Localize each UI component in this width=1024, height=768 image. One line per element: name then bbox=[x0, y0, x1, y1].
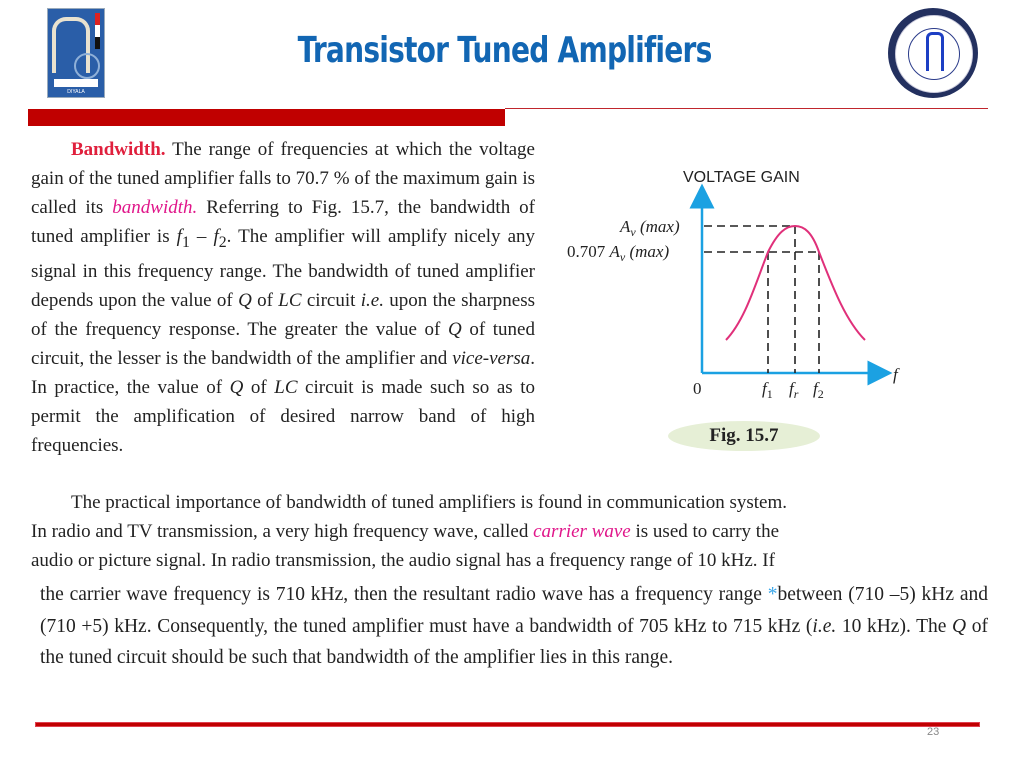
symbol-f2: f bbox=[213, 226, 219, 247]
text: audio or picture signal. In radio transmission, the audio signal has a frequency range of 10 kHz. If bbox=[31, 550, 775, 571]
university-logo bbox=[47, 8, 105, 98]
text: the carrier wave frequency is 710 kHz, then the resultant radio wave has a frequency range bbox=[40, 584, 768, 605]
carrier-wave-term: carrier wave bbox=[533, 521, 631, 542]
carrier-example-paragraph bbox=[40, 579, 988, 674]
bandwidth-paragraph bbox=[31, 135, 535, 460]
text: is used to carry the bbox=[630, 521, 780, 542]
frequency-response-chart bbox=[560, 150, 910, 420]
page-number: 23 bbox=[927, 726, 940, 738]
logo-left-text: UNIVERSITY OF DIYALA bbox=[56, 83, 96, 95]
footer-divider bbox=[36, 723, 979, 726]
label-0707-av-max: 0.707 $A_v$ (max) bbox=[567, 242, 670, 264]
seal-icon bbox=[74, 53, 100, 79]
origin-label: 0 bbox=[693, 379, 702, 398]
text: circuit bbox=[301, 289, 361, 311]
symbol-f1: f bbox=[176, 226, 182, 247]
header-red-bar bbox=[28, 109, 505, 126]
asterisk-marker: * bbox=[767, 584, 778, 605]
text: of bbox=[243, 376, 275, 398]
tick-fr: $f_r$ bbox=[789, 379, 799, 401]
subscript: 2 bbox=[218, 233, 227, 251]
symbol-lc: LC bbox=[278, 289, 302, 311]
vice-versa: vice-versa bbox=[452, 347, 531, 369]
text: of the tuned circuit should be such that bandwidth of the amplifier lies in this range. bbox=[40, 615, 988, 668]
symbol-q: Q bbox=[952, 615, 967, 637]
subscript: 1 bbox=[181, 233, 190, 251]
bandwidth-term: bandwidth. bbox=[112, 197, 198, 218]
abbr-ie: i.e. bbox=[360, 289, 384, 311]
text: The practical importance of bandwidth of tuned amplifiers is found in communication system. bbox=[71, 492, 788, 513]
flag-icon bbox=[95, 13, 100, 49]
practical-importance-paragraph bbox=[31, 488, 931, 575]
header-divider bbox=[505, 108, 988, 109]
text: circuit is made such so as to permit the amplification of desired narrow band of high frequencies. bbox=[31, 376, 535, 456]
symbol-q: Q bbox=[238, 289, 252, 311]
text: upon the sharpness of the frequency response. The greater the value of bbox=[31, 289, 536, 340]
para2-line3 bbox=[31, 546, 931, 575]
bandwidth-heading: Bandwidth. bbox=[71, 139, 166, 160]
text: The range of frequencies at which the voltage gain of the tuned amplifier falls to 70.7 % of the maximum gain is called its bbox=[31, 139, 535, 218]
tick-f2: $f_2$ bbox=[813, 379, 824, 401]
abbr-ie: i.e. bbox=[812, 615, 837, 637]
text: . The amplifier will amplify nicely any signal in this frequency range. The bandwidth of tuned amplifier depends upon the value of bbox=[31, 226, 536, 311]
slide-title: Transistor Tuned Amplifiers bbox=[297, 30, 712, 71]
figure-caption: Fig. 15.7 bbox=[668, 421, 820, 451]
text: of bbox=[251, 289, 279, 311]
text: between (710 –5) kHz and (710 +5) kHz. Consequently, the tuned amplifier must have a bandwidth of 705 kHz to 715 kHz ( bbox=[40, 584, 988, 637]
text: Referring to Fig. 15.7, the bandwidth of tuned amplifier is bbox=[31, 197, 535, 247]
symbol-q: Q bbox=[229, 376, 244, 398]
text: – bbox=[189, 226, 214, 247]
tick-f1: $f_1$ bbox=[762, 379, 773, 401]
para2-line2 bbox=[31, 517, 931, 546]
symbol-q: Q bbox=[447, 318, 462, 340]
text: In radio and TV transmission, a very high frequency wave, called bbox=[31, 521, 534, 542]
label-av-max: $A_v$ (max) bbox=[620, 217, 680, 239]
text: of tuned circuit, the lesser is the bandwidth of the amplifier and bbox=[31, 318, 535, 369]
text: 10 kHz). The bbox=[836, 615, 953, 637]
x-axis-label: f bbox=[893, 365, 898, 384]
text: . In practice, the value of bbox=[31, 347, 535, 398]
tower-icon bbox=[926, 32, 944, 71]
reference-dashes bbox=[704, 226, 819, 373]
college-logo bbox=[888, 8, 978, 98]
para2-line1 bbox=[31, 488, 931, 517]
symbol-lc: LC bbox=[274, 376, 298, 398]
y-axis-title: VOLTAGE GAIN bbox=[683, 169, 800, 186]
